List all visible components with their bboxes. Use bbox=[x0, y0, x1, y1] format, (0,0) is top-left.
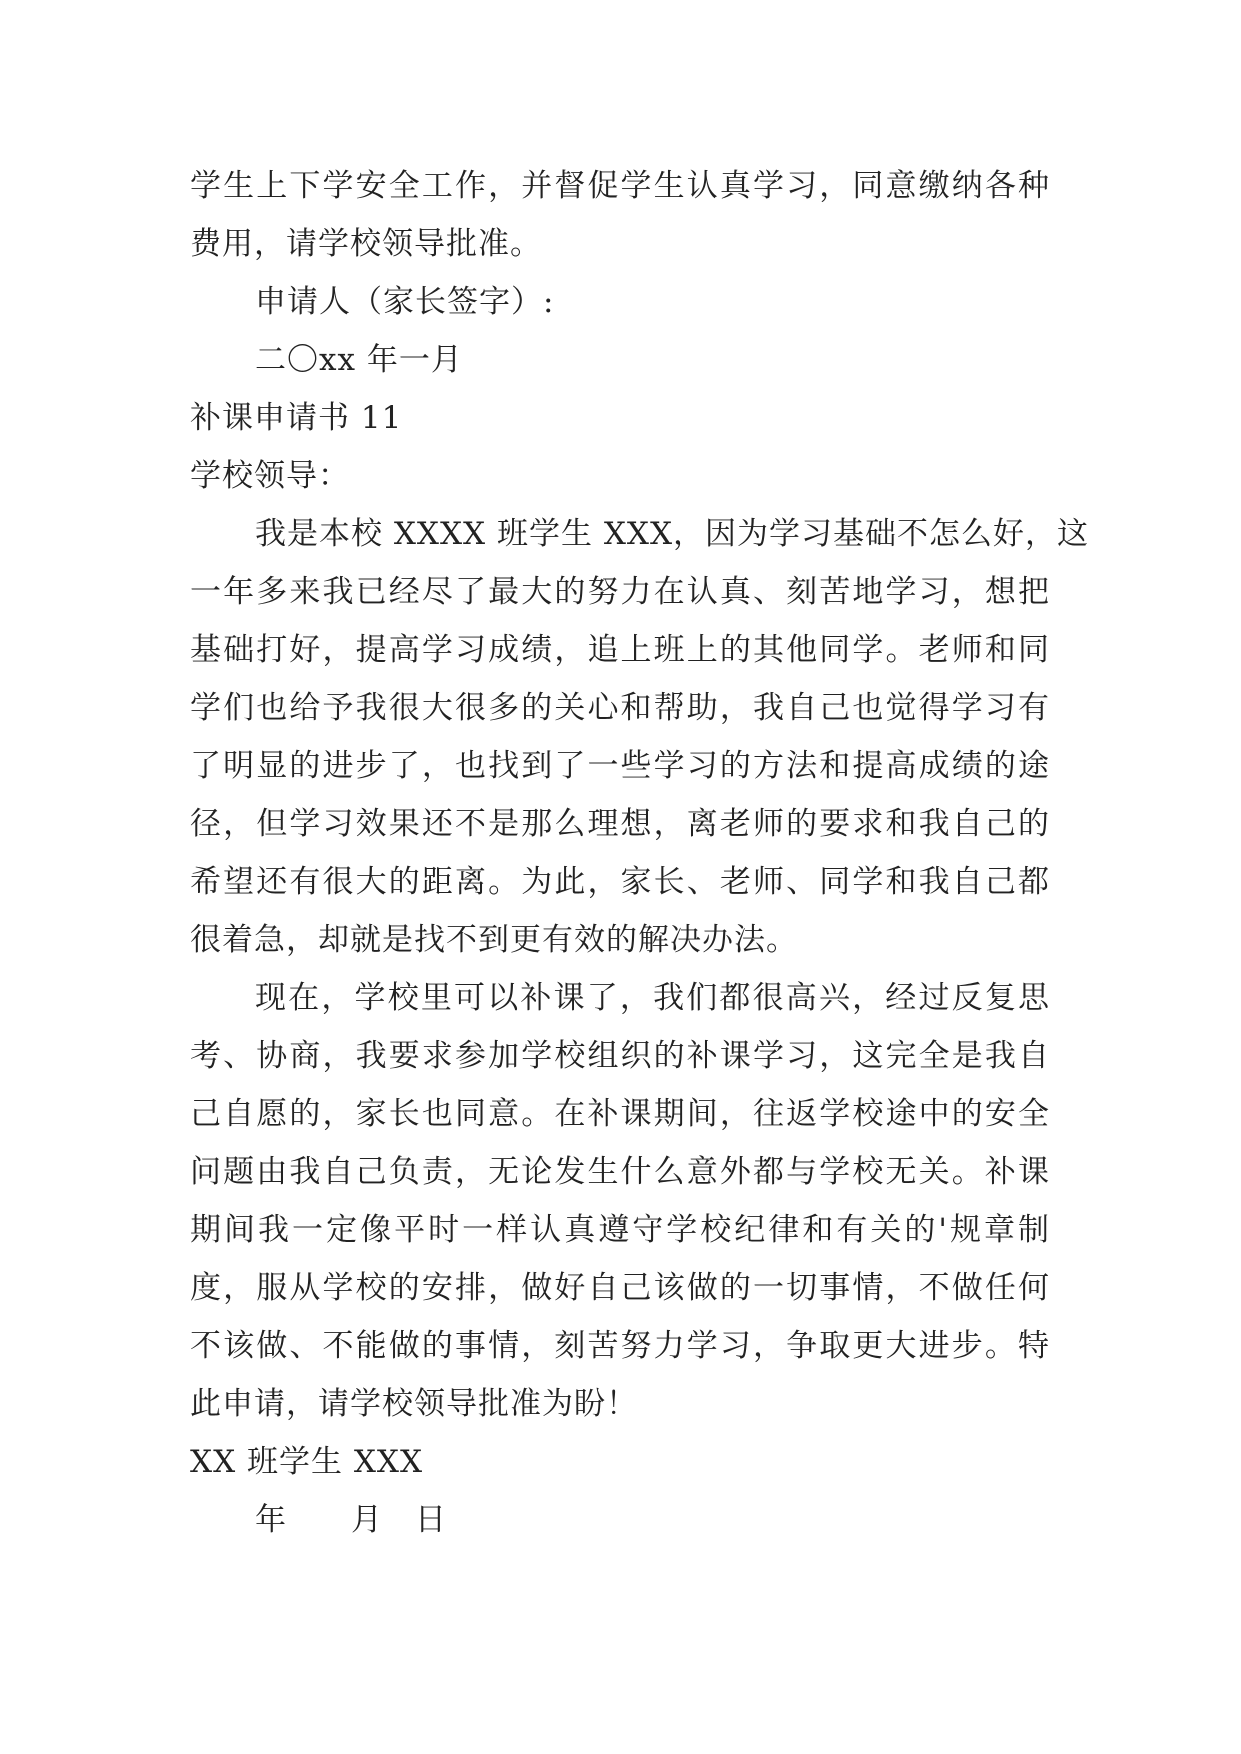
date-line: 年 月 日 bbox=[255, 1502, 447, 1538]
salutation: 学校领导： bbox=[190, 458, 350, 494]
paragraph-line: 希望还有很大的距离。为此，家长、老师、同学和我自己都 bbox=[190, 864, 1050, 900]
paragraph-line: 径，但学习效果还不是那么理想，离老师的要求和我自己的 bbox=[190, 806, 1050, 842]
paragraph-line: 学们也给予我很大很多的关心和帮助，我自己也觉得学习有 bbox=[190, 690, 1050, 726]
paragraph-line: 学生上下学安全工作，并督促学生认真学习，同意缴纳各种 bbox=[190, 168, 1050, 204]
document-title: 补课申请书 11 bbox=[190, 400, 403, 436]
paragraph-line: 期间我一定像平时一样认真遵守学校纪律和有关的'规章制 bbox=[190, 1212, 1050, 1248]
paragraph-line: 基础打好，提高学习成绩，追上班上的其他同学。老师和同 bbox=[190, 632, 1050, 668]
paragraph-line: 一年多来我已经尽了最大的努力在认真、刻苦地学习，想把 bbox=[190, 574, 1050, 610]
paragraph-line: 了明显的进步了，也找到了一些学习的方法和提高成绩的途 bbox=[190, 748, 1050, 784]
paragraph-line: 我是本校 XXXX 班学生 XXX，因为学习基础不怎么好，这 bbox=[255, 516, 1090, 552]
paragraph-line: 费用，请学校领导批准。 bbox=[190, 226, 542, 262]
paragraph-line: 不该做、不能做的事情，刻苦努力学习，争取更大进步。特 bbox=[190, 1328, 1050, 1364]
paragraph-line: 问题由我自己负责，无论发生什么意外都与学校无关。补课 bbox=[190, 1154, 1050, 1190]
date-line: 二〇xx 年一月 bbox=[255, 342, 463, 378]
paragraph-line: 度，服从学校的安排，做好自己该做的一切事情，不做任何 bbox=[190, 1270, 1050, 1306]
paragraph-line: 现在，学校里可以补课了，我们都很高兴，经过反复思 bbox=[255, 980, 1050, 1016]
paragraph-line: 此申请，请学校领导批准为盼！ bbox=[190, 1386, 638, 1422]
paragraph-line: 己自愿的，家长也同意。在补课期间，往返学校途中的安全 bbox=[190, 1096, 1050, 1132]
paragraph-line: 很着急，却就是找不到更有效的解决办法。 bbox=[190, 922, 798, 958]
student-signature: XX 班学生 XXX bbox=[190, 1444, 424, 1480]
applicant-signature-line: 申请人（家长签字）: bbox=[255, 284, 555, 320]
paragraph-line: 考、协商，我要求参加学校组织的补课学习，这完全是我自 bbox=[190, 1038, 1050, 1074]
